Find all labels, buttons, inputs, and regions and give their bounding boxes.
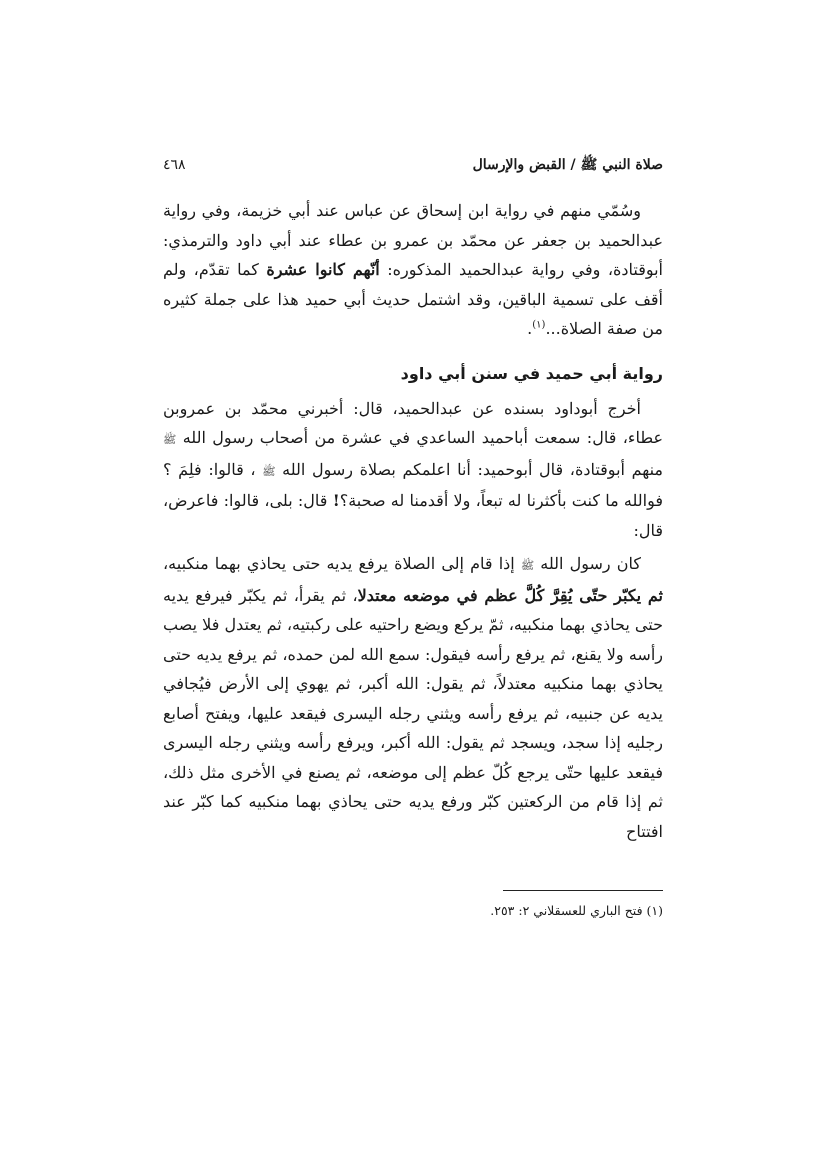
exclamation-mark: ! (332, 491, 340, 510)
hadith-matn-paragraph (163, 549, 663, 846)
intro-bold-phrase: أنّهم كانوا عشرة (266, 260, 380, 279)
intro-text-end: . (527, 319, 533, 338)
matn-text-b: إذا قام إلى الصلاة يرفع يديه حتى يحاذي بهما منكبيه، (163, 554, 521, 573)
hadith-text-b: منهم أبوقتادة، قال أبوحميد: أنا اعلمكم بصلاة رسول الله (275, 459, 664, 479)
intro-text-b: كما تقدّم، ولم أقف على تسمية الباقين، وقد اشتمل حديث أبي حميد هذا على جملة كثيره من صفة الصلاة... (163, 260, 663, 338)
intro-text-a: وسُمّي منهم في رواية ابن إسحاق عن عباس عند أبي خزيمة، وفي رواية عبدالحميد بن جعفر عن محمّد بن عمرو بن عطاء عند أبي داود والترمذي: أبوقتادة، وفي رواية عبدالحميد المذكوره: (163, 201, 664, 279)
body-text (163, 196, 663, 846)
running-head (163, 150, 663, 180)
hadith-text-c: ، قالوا: فلِمَ ؟ فوالله ما كنت بأكثرنا له تبعاً، ولا أقدمنا له صحبة؟ (163, 459, 663, 510)
matn-bold-phrase: ثم يكبّر حتّى يُقِرَّ كُلَّ عظم في موضعه معتدلا (357, 585, 663, 605)
footnote-reference[interactable]: (١) (532, 319, 546, 331)
hadith-text-d: قال: بلى، قالوا: فاعرض، قال: (163, 491, 663, 540)
running-title: صلاة النبي ﷺ / القبض والإرسال (472, 157, 663, 173)
matn-text-a: كان رسول الله (534, 554, 642, 573)
salutation-glyph: ﷺ (262, 464, 276, 478)
salutation-glyph: ﷺ (163, 433, 177, 446)
page-number: ٤٦٨ (163, 157, 186, 173)
intro-paragraph (163, 196, 663, 344)
salutation-glyph: ﷺ (520, 559, 535, 572)
book-page (163, 150, 663, 1150)
footnote: (١) فتح الباري للعسقلاني ٢: ٢٥٣. (490, 903, 663, 918)
matn-text-c: ، ثم يقرأ، ثم يكبّر فيرفع يديه حتى يحاذي بهما منكبيه، ثمّ يركع ويضع راحتيه على ركبتيه، ثم يعتدل فلا يصب رأسه ولا يقنع، ثم يرفع رأسه فيقول: سمع الله لمن حمده، ثم يرفع يديه حتى يحاذي بهما منكبيه معتدلاً، ثم يقول: الله أكبر، ثم يهوي إلى الأرض فيُجافي يديه عن جنبيه، ثم يرفع رأسه ويثني رجله اليسرى فيقعد عليها، ويفتح أصابع رجليه إذا سجد، ويسجد ثم يقول: الله أكبر، ويرفع رأسه ويثني رجله اليسرى فيقعد عليها حتّى يرجع كُلّ عظم إلى موضعه، ثم يصنع في الأخرى مثل ذلك، ثم إذا قام من الركعتين كبّر ورفع يديه حتى يحاذي بهما منكبيه كما كبّر عند افتتاح (163, 585, 664, 841)
hadith-text-a: أخرج أبوداود بسنده عن عبدالحميد، قال: أخبرني محمّد بن عمروبن عطاء، قال: سمعت أباحميد الساعدي في عشرة من أصحاب رسول الله (163, 398, 663, 447)
footnote-divider (503, 890, 663, 891)
hadith-isnad-paragraph (163, 394, 663, 546)
section-heading: رواية أبي حميد في سنن أبي داود (400, 363, 663, 383)
